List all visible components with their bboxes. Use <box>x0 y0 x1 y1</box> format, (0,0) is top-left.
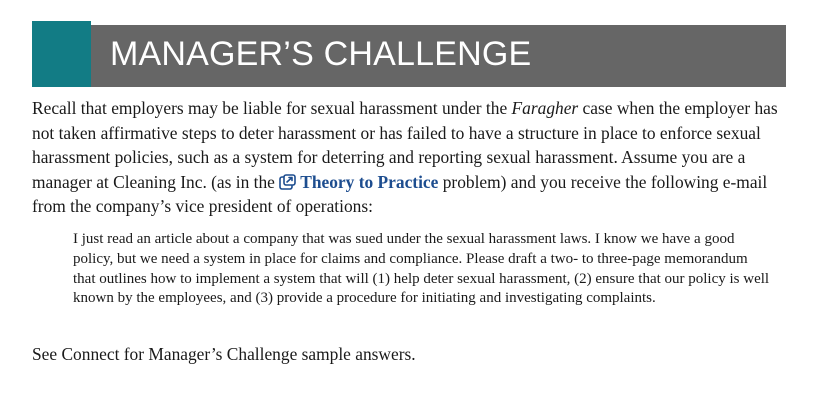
section-header <box>32 21 786 87</box>
intro-paragraph <box>32 96 784 219</box>
theory-to-practice-link[interactable] <box>279 172 438 192</box>
intro-text-part2: case when the employer has not taken affirmative steps to deter harassment or has failed to have a structure in place to enforce sexual harassment policies, such as a system for deterring and reporting sexual harassment. Assume you are a manager at Cleaning Inc. (as in the <box>32 98 778 192</box>
external-link-icon <box>279 174 296 190</box>
link-label[interactable]: Theory to Practice <box>300 171 439 192</box>
sample-answers-note: See Connect for Manager’s Challenge sample answers. <box>32 344 416 364</box>
intro-text-part3: problem) and you receive the following e-mail from the company’s vice president of operations: <box>32 171 768 216</box>
case-name: Faragher <box>511 98 579 118</box>
email-quote: I just read an article about a company that was sued under the sexual harassment laws. I know we have a good policy, but we need a system in place for claims and compliance. Please draft a two- to three-page memorandum that outlines how to implement a system that will (1) help deter sexual harassment, (2) ensure that our policy is well known by the employees, and (3) provide a procedure for initiating and investigating complaints. <box>73 231 770 307</box>
header-accent-block <box>32 21 91 87</box>
section-title: MANAGER’S CHALLENGE <box>110 35 532 73</box>
intro-text-part1: Recall that employers may be liable for sexual harassment under the <box>32 98 512 118</box>
